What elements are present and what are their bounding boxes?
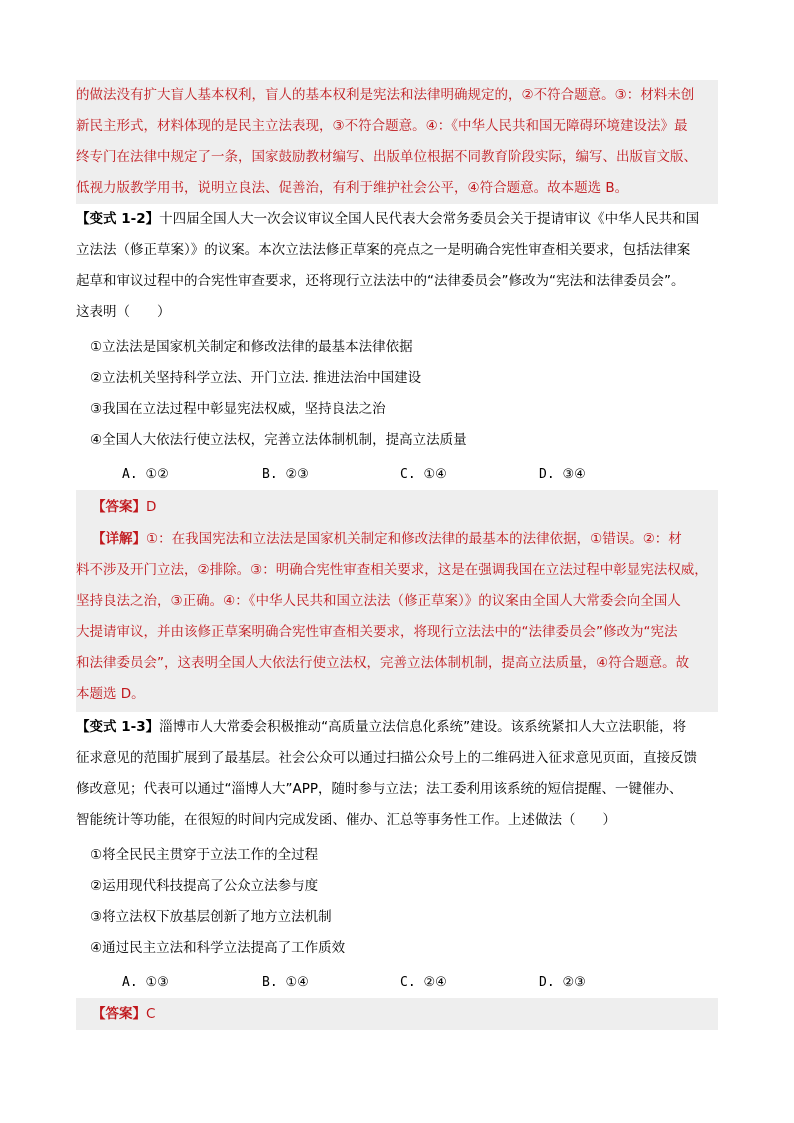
question-stem-line: 智能统计等功能，在很短的时间内完成发函、催办、汇总等事务性工作。上述做法（ ） xyxy=(76,812,616,828)
choice-c[interactable]: C. ①④ xyxy=(400,467,447,482)
statement-item: ②立法机关坚持科学立法、开门立法. 推进法治中国建设 xyxy=(90,370,422,386)
statement-item: ④通过民主立法和科学立法提高了工作质效 xyxy=(90,940,346,956)
question-stem-line: 这表明（ ） xyxy=(76,304,171,320)
statement-item: ④全国人大依法行使立法权，完善立法体制机制，提高立法质量 xyxy=(90,432,467,448)
analysis-line: 低视力版教学用书，说明立良法、促善治，有利于维护社会公平，④符合题意。故本题选 B。 xyxy=(76,180,629,196)
question-1-3 xyxy=(76,712,718,992)
answer-detail-1-2 xyxy=(76,490,718,712)
analysis-line: 新民主形式，材料体现的是民主立法表现，③不符合题意。④：《中华人民共和国无障碍环境建设法》最 xyxy=(76,118,688,134)
stem-text: 淄博市人大常委会积极推动“高质量立法信息化系统”建设。该系统紧扣人大立法职能，将 xyxy=(159,719,687,735)
statement-item: ③我国在立法过程中彰显宪法权威，坚持良法之治 xyxy=(90,401,386,417)
statement-item: ②运用现代科技提高了公众立法参与度 xyxy=(90,878,319,894)
question-stem-line: 征求意见的范围扩展到了最基层。社会公众可以通过扫描公众号上的二维码进入征求意见页面，直接反馈 xyxy=(76,750,697,766)
answer-1-3 xyxy=(76,998,718,1030)
analysis-line: 终专门在法律中规定了一条，国家鼓励教材编写、出版单位根据不同教育阶段实际，编写、出版盲文版、 xyxy=(76,149,697,165)
question-stem-line: 立法法（修正草案）》的议案。本次立法法修正草案的亮点之一是明确合宪性审查相关要求，包括法律案 xyxy=(76,242,691,258)
choice-d[interactable]: D. ②③ xyxy=(539,975,586,990)
question-stem-line: 起草和审议过程中的合宪性审查要求，还将现行立法法中的“法律委员会”修改为“宪法和法律委员会”。 xyxy=(76,273,685,289)
statement-item: ①立法法是国家机关制定和修改法律的最基本法律依据 xyxy=(90,339,413,355)
detail-text: ①：在我国宪法和立法法是国家机关制定和修改法律的最基本的法律依据，①错误。②：材 xyxy=(146,531,682,547)
answer-value: D xyxy=(146,499,157,515)
choice-b[interactable]: B. ②③ xyxy=(262,467,309,482)
question-stem-line xyxy=(76,718,686,736)
choice-d[interactable]: D. ③④ xyxy=(539,467,586,482)
question-tag: 【变式 1-2】 xyxy=(76,211,160,227)
detail-tag: 【详解】 xyxy=(92,531,146,547)
detail-line: 和法律委员会”，这表明全国人大依法行使立法权，完善立法体制机制，提高立法质量，④符合题意。故 xyxy=(76,655,690,671)
answer-line xyxy=(92,498,156,516)
question-1-2 xyxy=(76,204,718,486)
answer-tag: 【答案】 xyxy=(92,1006,146,1022)
choice-c[interactable]: C. ②④ xyxy=(400,975,447,990)
detail-line xyxy=(92,530,682,548)
choice-b[interactable]: B. ①④ xyxy=(262,975,309,990)
question-stem-line xyxy=(76,210,699,228)
detail-line: 本题选 D。 xyxy=(76,686,145,702)
detail-line: 大提请审议，并由该修正草案明确合宪性审查相关要求，将现行立法法中的“法律委员会”修改为“宪法 xyxy=(76,624,678,640)
question-stem-line: 修改意见；代表可以通过“淄博人大”APP，随时参与立法；法工委利用该系统的短信提醒、一键催办、 xyxy=(76,781,683,797)
question-tag: 【变式 1-3】 xyxy=(76,719,160,735)
previous-analysis xyxy=(76,80,718,204)
choice-a[interactable]: A. ①② xyxy=(122,467,169,482)
answer-value: C xyxy=(146,1006,156,1022)
stem-text: 十四届全国人大一次会议审议全国人民代表大会常务委员会关于提请审议《中华人民共和国 xyxy=(159,211,700,227)
choice-a[interactable]: A. ①③ xyxy=(122,975,169,990)
detail-line: 坚持良法之治，③正确。④：《中华人民共和国立法法（修正草案）》的议案由全国人大常委会向全国人 xyxy=(76,593,681,609)
statement-item: ③将立法权下放基层创新了地方立法机制 xyxy=(90,909,332,925)
statement-item: ①将全民民主贯穿于立法工作的全过程 xyxy=(90,847,319,863)
analysis-line: 的做法没有扩大盲人基本权利，盲人的基本权利是宪法和法律明确规定的，②不符合题意。③：材料未创 xyxy=(76,87,695,103)
detail-line: 料不涉及开门立法，②排除。③：明确合宪性审查相关要求，这是在强调我国在立法过程中彰显宪法权威， xyxy=(76,562,708,578)
answer-line xyxy=(92,1005,155,1023)
answer-tag: 【答案】 xyxy=(92,499,146,515)
